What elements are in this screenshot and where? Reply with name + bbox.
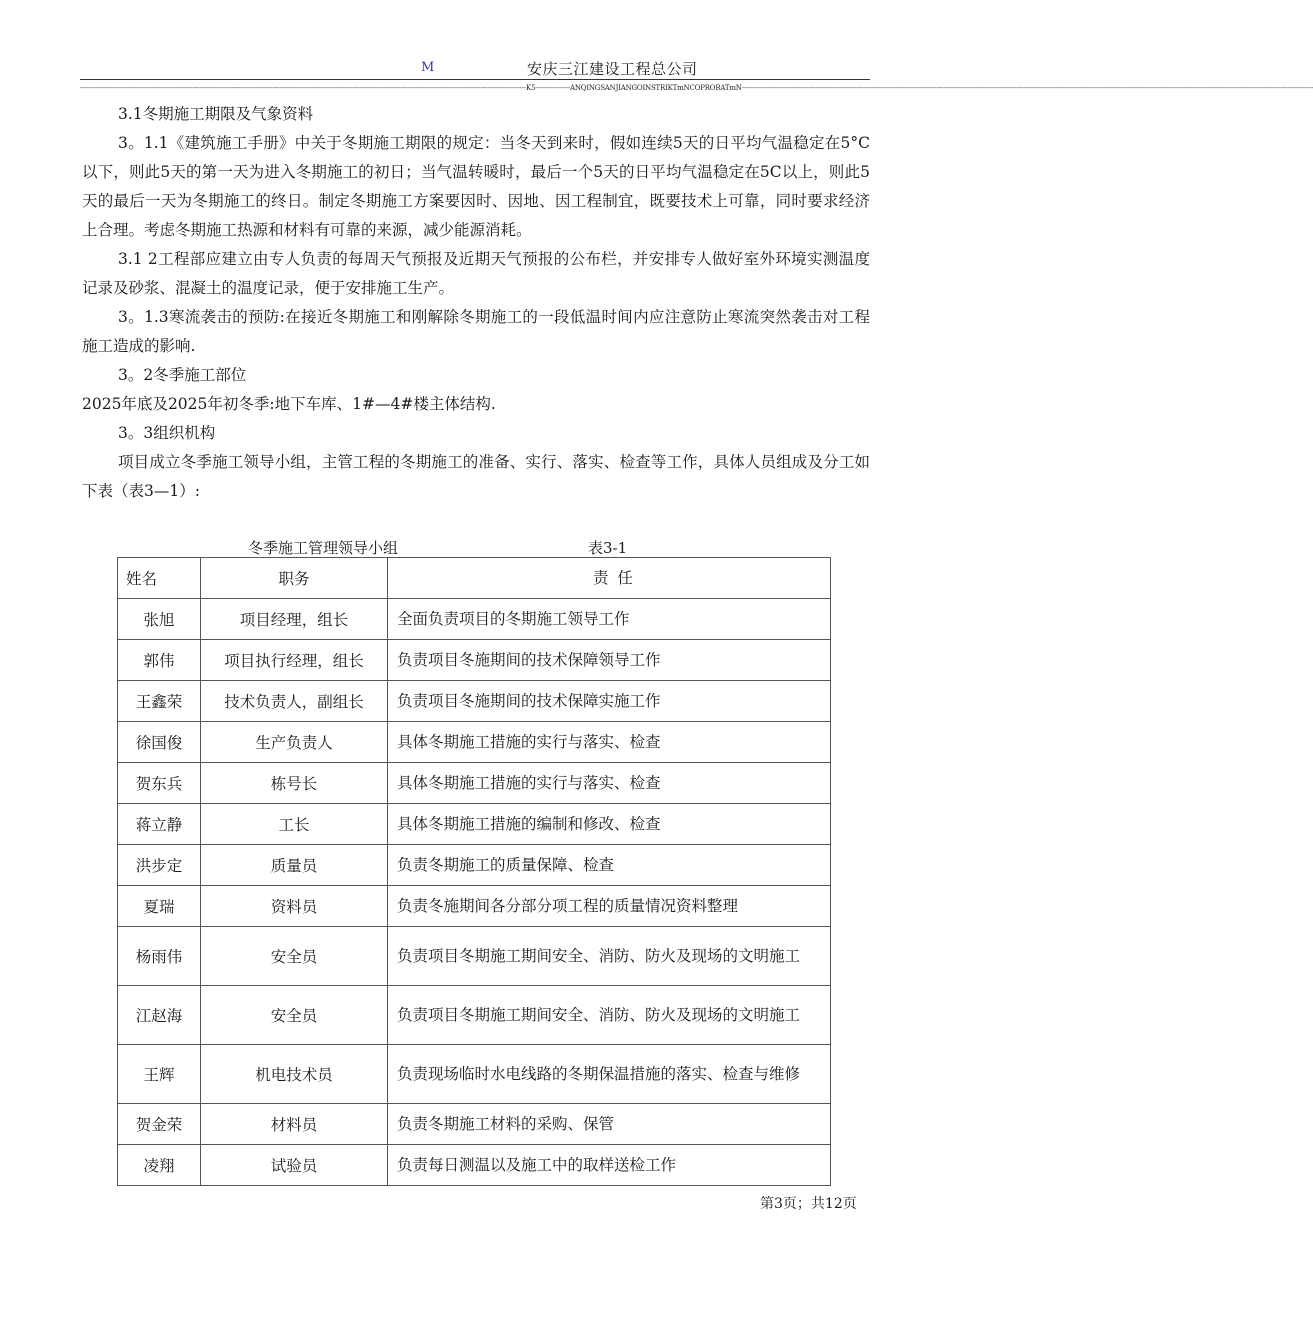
table-row	[118, 886, 831, 927]
cell-position: 机电技术员	[201, 1045, 388, 1104]
table-row	[118, 845, 831, 886]
table-row	[118, 1104, 831, 1145]
cell-name: 贺东兵	[118, 763, 201, 804]
cell-responsibility: 负责每日测温以及施工中的取样送检工作	[388, 1145, 831, 1186]
cell-responsibility: 负责冬期施工的质量保障、检查	[388, 845, 831, 886]
table-row	[118, 681, 831, 722]
cell-position: 项目经理，组长	[201, 599, 388, 640]
cell-responsibility: 负责冬期施工材料的采购、保管	[388, 1104, 831, 1145]
cell-name: 洪步定	[118, 845, 201, 886]
table-row	[118, 640, 831, 681]
cell-name: 凌翔	[118, 1145, 201, 1186]
table-row	[118, 927, 831, 986]
paragraph-organization: 项目成立冬季施工领导小组，主管工程的冬期施工的准备、实行、落实、检查等工作，具体人员组成及分工如下表（表3—1）:	[82, 453, 870, 500]
cell-position: 工长	[201, 804, 388, 845]
header-company-name: 安庆三江建设工程总公司	[527, 60, 698, 78]
cell-position: 质量员	[201, 845, 388, 886]
cell-responsibility: 全面负责项目的冬期施工领导工作	[388, 599, 831, 640]
header-english-name: ANQINGSANJIANGOINSTRIKTmNCOPRORATmN	[570, 84, 742, 92]
header-rule	[80, 79, 870, 80]
cell-position: 项目执行经理，组长	[201, 640, 388, 681]
table-row	[118, 1145, 831, 1186]
paragraph-winter-scope: 2025年底及2025年初冬季:地下车库、1#—4#楼主体结构.	[82, 395, 496, 413]
cell-responsibility: 负责现场临时水电线路的冬期保温措施的落实、检查与维修	[388, 1045, 831, 1104]
header-position: 职务	[201, 558, 388, 599]
cell-position: 材料员	[201, 1104, 388, 1145]
cell-name: 徐国俊	[118, 722, 201, 763]
cell-position: 生产负责人	[201, 722, 388, 763]
cell-position: 安全员	[201, 927, 388, 986]
paragraph-3-1-1: 3。1.1《建筑施工手册》中关于冬期施工期限的规定：当冬天到来时，假如连续5天的日平均气温稳定在5°C以下，则此5天的第一天为进入冬期施工的初日；当气温转暖时，最后一个5天的日平均气温稳定在5C以上，则此5天的最后一天为冬期施工的终日。制定冬期施工方案要因时、因地、因工程制宜，既要技术上可靠，同时要求经济上合理。考虑冬期施工热源和材料有可靠的来源，减少能源消耗。	[82, 134, 870, 239]
table-row	[118, 722, 831, 763]
cell-position: 栋号长	[201, 763, 388, 804]
cell-responsibility: 负责冬施期间各分部分项工程的质量情况资料整理	[388, 886, 831, 927]
table-row	[118, 1045, 831, 1104]
section-heading-3-3: 3。3组织机构	[118, 424, 216, 442]
table-header-row	[118, 558, 831, 599]
header-code: K5	[526, 84, 536, 92]
table-row	[118, 763, 831, 804]
cell-name: 江赵海	[118, 986, 201, 1045]
cell-responsibility: 负责项目冬期施工期间安全、消防、防火及现场的文明施工	[388, 986, 831, 1045]
cell-responsibility: 负责项目冬期施工期间安全、消防、防火及现场的文明施工	[388, 927, 831, 986]
body-text	[82, 100, 870, 506]
cell-responsibility: 负责项目冬施期间的技术保障实施工作	[388, 681, 831, 722]
table-row	[118, 599, 831, 640]
section-heading-3-2: 3。2冬季施工部位	[118, 366, 247, 384]
cell-position: 安全员	[201, 986, 388, 1045]
paragraph-3-1-2: 3.1 2工程部应建立由专人负责的每周天气预报及近期天气预报的公布栏，并安排专人做好室外环境实测温度记录及砂浆、混凝土的温度记录，便于安排施工生产。	[82, 250, 870, 297]
page-number: 第3页；共12页	[760, 1196, 857, 1212]
cell-name: 王辉	[118, 1045, 201, 1104]
table-row	[118, 986, 831, 1045]
header-logo-mark: M	[421, 60, 435, 75]
header-responsibility: 责 任	[388, 558, 831, 599]
header-name: 姓名	[118, 558, 201, 599]
cell-name: 郭伟	[118, 640, 201, 681]
cell-name: 贺金荣	[118, 1104, 201, 1145]
table-title: 冬季施工管理领导小组	[248, 539, 399, 557]
table-row	[118, 804, 831, 845]
cell-name: 王鑫荣	[118, 681, 201, 722]
cell-position: 资料员	[201, 886, 388, 927]
paragraph-3-1-3: 3。1.3寒流袭击的预防:在接近冬期施工和刚解除冬期施工的一段低温时间内应注意防止寒流突然袭击对工程施工造成的影响.	[82, 308, 870, 355]
cell-name: 蒋立静	[118, 804, 201, 845]
cell-responsibility: 具体冬期施工措施的实行与落实、检查	[388, 722, 831, 763]
cell-name: 杨雨伟	[118, 927, 201, 986]
cell-position: 试验员	[201, 1145, 388, 1186]
cell-name: 夏瑞	[118, 886, 201, 927]
leadership-table	[117, 557, 831, 1186]
cell-name: 张旭	[118, 599, 201, 640]
cell-responsibility: 具体冬期施工措施的实行与落实、检查	[388, 763, 831, 804]
cell-responsibility: 负责项目冬施期间的技术保障领导工作	[388, 640, 831, 681]
table-number: 表3-1	[588, 539, 628, 557]
header-english-line: --------------------------------------------------------------------------------------------------------------------------------------------------------------------------------------------------------------K5----------------ANQINGSANJIANGOINSTRIKTmNCOPRORATmN------------------------------------------------------------------------------------------------------------------------------------------------------------------------------------------------------------------------------------------------------------------------	[80, 84, 1313, 92]
cell-responsibility: 具体冬期施工措施的编制和修改、检查	[388, 804, 831, 845]
section-heading-3-1: 3.1冬期施工期限及气象资料	[118, 105, 314, 123]
cell-position: 技术负责人，副组长	[201, 681, 388, 722]
